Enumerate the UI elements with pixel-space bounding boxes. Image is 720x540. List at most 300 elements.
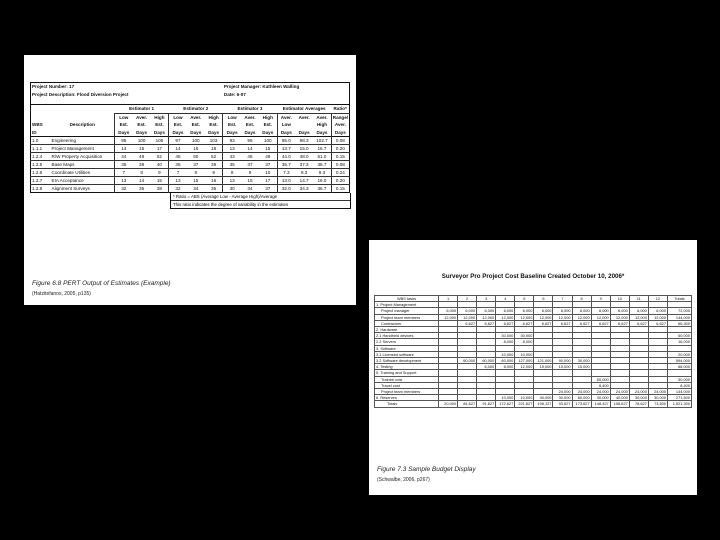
estimate-value: 95 xyxy=(115,137,133,145)
description-header: Description xyxy=(69,122,95,128)
budget-cell: 198,127 xyxy=(534,401,553,407)
task-description: EIA Acceptance xyxy=(51,177,115,185)
budget-cell: 80,000 xyxy=(496,358,515,364)
budget-cell: 15,000 xyxy=(534,364,553,370)
budget-column-header: 10 xyxy=(610,296,629,302)
budget-cell: 12,000 xyxy=(477,314,496,320)
column-subheader: Est. xyxy=(245,122,255,128)
estimate-value: 97 xyxy=(169,137,187,145)
estimate-value: 14.7 xyxy=(295,177,313,185)
estimate-value: 44.0 xyxy=(277,153,295,161)
budget-cell: 6,627 xyxy=(610,320,629,326)
table-row xyxy=(31,185,350,193)
budget-cell: 24,000 xyxy=(610,389,629,395)
budget-column-header: 1 xyxy=(439,296,458,302)
unit-label: Days xyxy=(190,129,202,135)
estimate-value: 50 xyxy=(187,153,205,161)
budget-cell: 12,000 xyxy=(515,314,534,320)
estimate-value: 40 xyxy=(151,161,169,169)
budget-cell: 6,000 xyxy=(629,308,648,314)
estimate-value: 14 xyxy=(169,145,187,153)
estimate-value: 8 xyxy=(187,169,205,177)
budget-cell: 20,000 xyxy=(439,401,458,407)
estimate-value: 93 xyxy=(223,137,241,145)
budget-cell: 30,000 xyxy=(648,395,667,401)
table-row xyxy=(31,145,350,153)
budget-cell: 84,627 xyxy=(458,401,477,407)
column-subheader: Aver. xyxy=(316,114,328,120)
estimate-value: 0.15 xyxy=(331,153,349,161)
ratio-header: Ratio* xyxy=(331,105,349,114)
estimate-value: 13 xyxy=(115,177,133,185)
budget-cell: 594,000 xyxy=(668,358,692,364)
budget-task-label: Trainee cost xyxy=(375,376,439,382)
budget-column-header: 2 xyxy=(458,296,477,302)
column-subheader: Aver. xyxy=(244,114,256,120)
figure-source: (Schwalbe, 2006, p267) xyxy=(377,477,430,483)
budget-cell: 90,000 xyxy=(553,358,572,364)
estimate-value: 103 xyxy=(205,137,223,145)
budget-cell: 12,000 xyxy=(591,314,610,320)
estimate-table xyxy=(30,82,350,193)
budget-title: Surveyor Pro Project Cost Baseline Created October 10, 2006* xyxy=(441,273,625,280)
estimate-value: 95.0 xyxy=(277,137,295,145)
budget-column-header: 3 xyxy=(477,296,496,302)
wbs-header: WBS xyxy=(32,122,43,128)
budget-column-header: 6 xyxy=(534,296,553,302)
budget-cell: 40,000 xyxy=(610,395,629,401)
budget-cell: 173,627 xyxy=(572,401,591,407)
estimate-value: 8 xyxy=(223,169,241,177)
estimate-value: 52 xyxy=(205,153,223,161)
estimate-value: 8 xyxy=(133,169,151,177)
estimate-value: 48 xyxy=(133,153,151,161)
budget-task-label: Contractors xyxy=(375,320,439,326)
estimate-value: 37 xyxy=(241,161,259,169)
estimate-value: 45 xyxy=(169,153,187,161)
budget-cell: 93,627 xyxy=(553,401,572,407)
budget-table xyxy=(374,295,692,408)
column-subheader: Aver. xyxy=(136,114,148,120)
budget-column-header: 5 xyxy=(515,296,534,302)
wbs-id: 1.2.5 xyxy=(31,161,51,169)
estimate-value: 37 xyxy=(259,161,277,169)
column-subheader: Est. xyxy=(263,122,272,128)
estimate-value: 13.7 xyxy=(277,145,295,153)
column-subheader: High xyxy=(316,122,328,128)
unit-label: Days xyxy=(223,129,241,137)
ratio-note: * Ratio = ABS (Average Low - Average High)/Average xyxy=(173,194,278,199)
column-subheader: Low xyxy=(223,113,241,121)
budget-cell: 8,400 xyxy=(591,382,610,388)
budget-cell: 8,000 xyxy=(515,339,534,345)
budget-cell: 16,000 xyxy=(668,339,692,345)
column-subheader: Est. xyxy=(223,121,241,129)
estimate-value: 35.7 xyxy=(277,161,295,169)
estimate-value: 14 xyxy=(133,177,151,185)
estimate-value: 10 xyxy=(259,169,277,177)
estimate-value: 17 xyxy=(151,145,169,153)
budget-cell: 6,627 xyxy=(477,320,496,326)
estimate-value: 38.7 xyxy=(313,161,331,169)
column-subheader: Aver. xyxy=(331,121,349,129)
budget-cell: 1,521,300 xyxy=(668,401,692,407)
budget-column-header: WBS tasks xyxy=(375,296,439,302)
budget-cell: 73,500 xyxy=(648,401,667,407)
unit-label: Days xyxy=(115,129,133,137)
budget-column-header: Totals xyxy=(668,296,692,302)
estimate-value: 102.7 xyxy=(313,137,331,145)
column-subheader: Aver. xyxy=(298,114,310,120)
estimate-value: 98.3 xyxy=(295,137,313,145)
budget-cell: 172,627 xyxy=(496,401,515,407)
column-subheader: Aver. xyxy=(277,113,295,121)
estimate-value: 32 xyxy=(169,185,187,193)
figure-caption: Figure 7.3 Sample Budget Display xyxy=(377,466,476,473)
estimate-value: 16 xyxy=(205,177,223,185)
unit-label: Days xyxy=(277,129,295,137)
budget-cell: 20,000 xyxy=(668,351,692,357)
column-subheader: High xyxy=(208,114,219,120)
budget-cell: 60,000 xyxy=(458,358,477,364)
budget-cell: 10,000 xyxy=(496,351,515,357)
estimate-value: 32 xyxy=(115,185,133,193)
estimate-value: 9.3 xyxy=(313,169,331,177)
ratio-notes xyxy=(170,193,351,209)
budget-cell: 8,000 xyxy=(496,339,515,345)
estimate-value: 14 xyxy=(115,145,133,153)
column-subheader: Low xyxy=(115,113,133,121)
budget-cell: 10,000 xyxy=(515,351,534,357)
column-subheader: Aver. xyxy=(190,114,202,120)
budget-cell: 6,627 xyxy=(591,320,610,326)
budget-cell: 30,000 xyxy=(629,395,648,401)
unit-label: Days xyxy=(153,129,165,135)
id-header: ID xyxy=(32,129,37,135)
unit-label: Days xyxy=(316,129,328,135)
project-number: Project Number: 17 xyxy=(32,84,75,90)
budget-cell: 60,000 xyxy=(668,333,692,339)
budget-task-label: 1. Project Management xyxy=(375,302,439,308)
budget-row xyxy=(375,401,692,407)
budget-cell: 12,000 xyxy=(515,364,534,370)
budget-cell: 6,627 xyxy=(496,320,515,326)
estimate-value: 16.7 xyxy=(313,145,331,153)
estimate-value: 95 xyxy=(241,137,259,145)
table-row xyxy=(31,169,350,177)
estimate-value: 44 xyxy=(115,153,133,161)
budget-column-header: 7 xyxy=(553,296,572,302)
estimate-value: 34 xyxy=(241,185,259,193)
estimate-value: 17 xyxy=(259,177,277,185)
project-manager: Project Manager: Kathleen Walling xyxy=(223,84,300,90)
budget-column-header: 9 xyxy=(591,296,610,302)
estimate-value: 36.7 xyxy=(313,185,331,193)
estimate-value: 0.08 xyxy=(331,161,349,169)
budget-cell: 78,627 xyxy=(629,401,648,407)
estimator-1-header: Estimator 1 xyxy=(115,105,169,114)
estimate-value: 36 xyxy=(115,161,133,169)
budget-cell: 30,000 xyxy=(591,395,610,401)
budget-cell: 12,000 xyxy=(553,314,572,320)
estimator-averages-header: Estimator Averages xyxy=(277,105,331,114)
budget-cell: 6,000 xyxy=(572,308,591,314)
estimate-value: 7 xyxy=(115,169,133,177)
budget-cell: 10,000 xyxy=(496,395,515,401)
budget-cell: 6,000 xyxy=(591,308,610,314)
budget-cell: 6,000 xyxy=(553,308,572,314)
estimate-value: 15 xyxy=(259,145,277,153)
budget-cell: 6,000 xyxy=(477,308,496,314)
budget-cell: 12,000 xyxy=(629,314,648,320)
budget-column-header: 8 xyxy=(572,296,591,302)
column-subheader: Low xyxy=(169,113,187,121)
budget-task-label: 3. Software xyxy=(375,345,439,351)
budget-table-container xyxy=(374,295,692,408)
estimate-value: 15 xyxy=(241,177,259,185)
budget-cell: 30,000 xyxy=(515,333,534,339)
column-subheader: Range/ xyxy=(332,114,349,120)
budget-column-header: 11 xyxy=(629,296,648,302)
budget-cell: 66,300 xyxy=(668,320,692,326)
unit-label: Days xyxy=(244,129,256,135)
budget-cell: 12,000 xyxy=(458,314,477,320)
budget-cell: 30,000 xyxy=(572,358,591,364)
estimate-value: 52 xyxy=(151,153,169,161)
estimate-value: 37.3 xyxy=(295,161,313,169)
estimator-3-header: Estimator 3 xyxy=(223,105,277,114)
estimate-value: 13 xyxy=(223,177,241,185)
column-subheader: Low xyxy=(277,121,295,129)
budget-task-label: 2.1 Handheld devices xyxy=(375,333,439,339)
estimate-value: 15 xyxy=(133,145,151,153)
column-subheader: Est. xyxy=(191,122,200,128)
budget-cell: 6,627 xyxy=(458,320,477,326)
ratio-explanation: This ratio indicates the degree of variability in the estimates xyxy=(171,200,350,208)
column-subheader: Est. xyxy=(137,122,146,128)
budget-cell: 72,000 xyxy=(668,308,692,314)
budget-cell: 12,000 xyxy=(572,314,591,320)
budget-cell: 6,000 xyxy=(496,308,515,314)
budget-cell: 6,000 xyxy=(458,308,477,314)
estimate-value: 16.0 xyxy=(313,177,331,185)
wbs-id: 1.2.4 xyxy=(31,153,51,161)
budget-cell: 12,000 xyxy=(534,314,553,320)
project-date: Date: 6-07 xyxy=(223,91,246,97)
column-subheader: Est. xyxy=(155,122,164,128)
budget-task-label: Travel cost xyxy=(375,382,439,388)
budget-cell: 50,000 xyxy=(591,376,610,382)
figure-source: (Hatzitefanos, 2005, p135) xyxy=(32,291,91,297)
budget-cell: 6,000 xyxy=(477,364,496,370)
budget-cell: 6,000 xyxy=(439,308,458,314)
estimate-value: 8.3 xyxy=(295,169,313,177)
budget-cell: 121,000 xyxy=(534,358,553,364)
estimate-value: 7.3 xyxy=(277,169,295,177)
estimate-value: 9 xyxy=(205,169,223,177)
estimate-value: 0.24 xyxy=(331,169,349,177)
task-description: Project Management xyxy=(51,145,115,153)
budget-figure-panel xyxy=(369,240,697,495)
budget-cell: 12,000 xyxy=(648,314,667,320)
estimate-value: 0.20 xyxy=(331,177,349,185)
budget-cell: 30,000 xyxy=(553,395,572,401)
budget-task-label: 3.1 Licensed software xyxy=(375,351,439,357)
estimate-value: 13 xyxy=(223,145,241,153)
budget-cell: 60,000 xyxy=(477,358,496,364)
budget-cell: 8,400 xyxy=(668,382,692,388)
unit-label: Days xyxy=(262,129,274,135)
estimate-value: 35 xyxy=(223,161,241,169)
estimate-value: 46 xyxy=(241,153,259,161)
budget-cell: 24,000 xyxy=(553,389,572,395)
budget-cell: 10,000 xyxy=(515,395,534,401)
task-description: Base Maps xyxy=(51,161,115,169)
wbs-id: 1.1.1 xyxy=(31,145,51,153)
unit-label: Days xyxy=(298,129,310,135)
wbs-id: 1.0 xyxy=(31,137,51,145)
unit-label: Days xyxy=(331,129,349,137)
budget-task-label: Project team members xyxy=(375,314,439,320)
estimate-value: 39 xyxy=(205,161,223,169)
wbs-id: 1.2.7 xyxy=(31,177,51,185)
column-subheader: High xyxy=(262,114,273,120)
budget-task-label: 4. Testing xyxy=(375,364,439,370)
budget-cell: 12,000 xyxy=(439,314,458,320)
unit-label: Days xyxy=(169,129,187,137)
budget-task-label: 2.2 Servers xyxy=(375,339,439,345)
budget-cell: 6,000 xyxy=(534,308,553,314)
task-description: Engineering xyxy=(51,137,115,145)
budget-cell: 24,000 xyxy=(572,389,591,395)
column-subheader: Est. xyxy=(169,121,187,129)
estimate-value: 0.20 xyxy=(331,145,349,153)
budget-task-label: 3.2 Software development xyxy=(375,358,439,364)
unit-label: Days xyxy=(136,129,148,135)
table-row xyxy=(31,153,350,161)
estimate-value: 0.08 xyxy=(331,137,349,145)
estimator-2-header: Estimator 2 xyxy=(169,105,223,114)
column-subheader: Est. xyxy=(209,122,218,128)
budget-cell: 50,000 xyxy=(668,376,692,382)
estimate-value: 15.0 xyxy=(295,145,313,153)
estimate-value: 0.15 xyxy=(331,185,349,193)
budget-cell: 12,000 xyxy=(496,314,515,320)
budget-cell: 127,000 xyxy=(515,358,534,364)
budget-cell: 30,000 xyxy=(534,395,553,401)
budget-task-label: Project manager xyxy=(375,308,439,314)
budget-cell: 6,000 xyxy=(648,308,667,314)
estimate-value: 7 xyxy=(169,169,187,177)
estimate-value: 9 xyxy=(151,169,169,177)
estimate-value: 18 xyxy=(205,145,223,153)
estimate-value: 38 xyxy=(133,161,151,169)
budget-cell: 6,627 xyxy=(648,320,667,326)
budget-task-label: Totals xyxy=(375,401,439,407)
budget-cell: 24,000 xyxy=(591,389,610,395)
column-subheader xyxy=(295,121,313,129)
task-description: Alignment Surveys xyxy=(51,185,115,193)
estimate-value: 100 xyxy=(259,137,277,145)
estimate-value: 34.3 xyxy=(295,185,313,193)
budget-task-label: 5. Training and Support xyxy=(375,370,439,376)
budget-cell: 221,627 xyxy=(515,401,534,407)
estimate-figure-panel xyxy=(24,55,356,305)
table-row xyxy=(31,161,350,169)
budget-task-label: Project team members xyxy=(375,389,439,395)
budget-column-header: 12 xyxy=(648,296,667,302)
unit-label: Days xyxy=(208,129,220,135)
budget-column-header: 4 xyxy=(496,296,515,302)
budget-cell: 144,000 xyxy=(668,314,692,320)
column-subheader: Est. xyxy=(115,121,133,129)
budget-cell: 91,627 xyxy=(477,401,496,407)
estimate-value: 51.0 xyxy=(313,153,331,161)
estimate-value: 49 xyxy=(259,153,277,161)
table-row xyxy=(31,177,350,185)
estimate-value: 13 xyxy=(169,177,187,185)
estimate-value: 30 xyxy=(223,185,241,193)
budget-cell: 60,000 xyxy=(572,395,591,401)
estimate-value: 15 xyxy=(151,177,169,185)
budget-cell: 24,000 xyxy=(629,389,648,395)
estimate-value: 32.0 xyxy=(277,185,295,193)
estimate-value: 15 xyxy=(187,177,205,185)
task-description: Coordinate Utilities xyxy=(51,169,115,177)
column-subheader: High xyxy=(154,114,165,120)
budget-cell: 148,427 xyxy=(591,401,610,407)
budget-task-label: 2. Hardware xyxy=(375,327,439,333)
estimate-value: 105 xyxy=(151,137,169,145)
wbs-id: 1.2.6 xyxy=(31,169,51,177)
estimate-value: 9 xyxy=(241,169,259,177)
estimate-value: 35 xyxy=(133,185,151,193)
budget-cell: 66,000 xyxy=(668,364,692,370)
estimate-value: 48.0 xyxy=(295,153,313,161)
budget-cell: 6,000 xyxy=(515,308,534,314)
budget-cell: 144,000 xyxy=(668,389,692,395)
estimate-value: 14 xyxy=(241,145,259,153)
budget-cell: 6,627 xyxy=(553,320,572,326)
estimate-value: 35 xyxy=(169,161,187,169)
budget-cell: 108,627 xyxy=(610,401,629,407)
budget-cell: 12,000 xyxy=(610,314,629,320)
estimate-value: 37 xyxy=(259,185,277,193)
estimate-value: 35 xyxy=(205,185,223,193)
estimate-value: 43 xyxy=(223,153,241,161)
figure-caption: Figure 6.8 PERT Output of Estimates (Example) xyxy=(32,280,171,287)
estimate-value: 38 xyxy=(151,185,169,193)
estimate-value: 16 xyxy=(187,145,205,153)
budget-cell: 15,000 xyxy=(572,364,591,370)
budget-cell: 24,000 xyxy=(648,389,667,395)
budget-cell: 6,627 xyxy=(515,320,534,326)
budget-task-label: 6. Reserves xyxy=(375,395,439,401)
estimate-value: 37 xyxy=(187,161,205,169)
table-row xyxy=(31,137,350,145)
budget-cell: 6,627 xyxy=(572,320,591,326)
estimate-value: 34 xyxy=(187,185,205,193)
estimate-value: 13.0 xyxy=(277,177,295,185)
wbs-id: 1.2.8 xyxy=(31,185,51,193)
budget-cell: 6,627 xyxy=(534,320,553,326)
budget-cell: 6,627 xyxy=(629,320,648,326)
budget-cell: 6,000 xyxy=(610,308,629,314)
task-description: R/W Property Acquisition xyxy=(51,153,115,161)
budget-cell: 8,000 xyxy=(496,364,515,370)
estimate-value: 100 xyxy=(133,137,151,145)
estimate-value: 100 xyxy=(187,137,205,145)
